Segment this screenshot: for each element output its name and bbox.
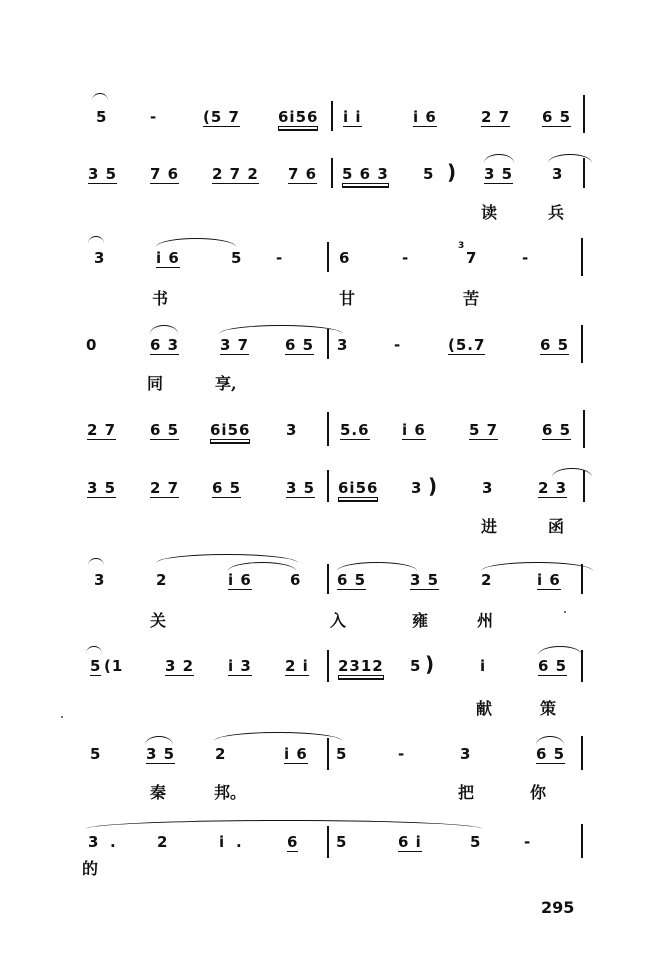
barline: [327, 470, 329, 502]
note: i 6: [284, 745, 308, 763]
barline: [581, 736, 583, 770]
note: i: [480, 657, 487, 675]
note: 5 6 3: [342, 165, 389, 183]
note: i 6: [402, 421, 426, 439]
lyric: 邦。: [214, 783, 247, 802]
note: .: [110, 833, 117, 851]
barline: [581, 650, 583, 682]
lyric: 把: [458, 783, 475, 802]
note: 3 5: [88, 165, 118, 183]
note: 3 5: [87, 479, 117, 497]
barline: [583, 410, 585, 448]
note: 2: [215, 745, 227, 763]
note: -: [394, 336, 402, 354]
staff-row-8: [0, 650, 660, 718]
lyric: 雍: [412, 611, 429, 630]
lyric: 读: [481, 203, 498, 222]
grace-note: 3: [458, 241, 466, 251]
slur: [86, 820, 482, 829]
note: 2312: [338, 657, 384, 675]
slur: [536, 736, 564, 745]
tie-mark: [86, 646, 102, 655]
note: 3 5: [286, 479, 316, 497]
note: 3: [460, 745, 472, 763]
lyric: 州: [477, 611, 494, 630]
lyric: 进: [481, 517, 498, 536]
barline: [327, 412, 329, 446]
note: .: [236, 833, 243, 851]
staff-row-6: [0, 470, 660, 536]
staff-row-9: [0, 740, 660, 800]
lyric: 献: [476, 699, 493, 718]
note: 0: [86, 336, 98, 354]
lyric: 享,: [215, 374, 237, 393]
note: 6: [290, 571, 302, 589]
tie-mark: [92, 93, 108, 102]
barline: [581, 824, 583, 858]
barline: [327, 650, 329, 682]
note: i i: [343, 108, 362, 126]
note: 2 i: [285, 657, 309, 675]
note: 6 5: [285, 336, 315, 354]
barline: [583, 470, 585, 502]
note: 6 5: [212, 479, 242, 497]
lyric: 的: [82, 859, 99, 878]
slur: [337, 562, 417, 571]
note: i 3: [228, 657, 252, 675]
lyric: 函: [548, 517, 565, 536]
tie-mark: [88, 236, 104, 245]
note: 6 5: [542, 421, 572, 439]
staff-row-2: [0, 160, 660, 220]
note: -: [402, 249, 410, 267]
note: 6 5: [538, 657, 568, 675]
note: 6 5: [337, 571, 367, 589]
note: 2 7: [150, 479, 180, 497]
note: i: [219, 833, 226, 851]
note: 6 5: [150, 421, 180, 439]
barline: [331, 158, 333, 188]
note: 5.6: [340, 421, 370, 439]
note: 2: [157, 833, 169, 851]
note: 3: [552, 165, 564, 183]
note: 3 7: [220, 336, 250, 354]
barline: [327, 242, 329, 272]
lyric: 甘: [339, 289, 356, 308]
note: 2 7: [481, 108, 511, 126]
page-number: 295: [541, 898, 575, 917]
note: 2 7: [87, 421, 117, 439]
lyric: 书: [152, 289, 169, 308]
note: 2 3: [538, 479, 568, 497]
staff-row-5: [0, 410, 660, 470]
note: 7 6: [150, 165, 180, 183]
note: 6: [339, 249, 351, 267]
note: 3: [94, 571, 106, 589]
note: i 6: [228, 571, 252, 589]
barline: [327, 826, 329, 858]
lyric: 入: [330, 611, 347, 630]
note: 5: [470, 833, 482, 851]
note: 5: [423, 165, 435, 183]
note: 3: [88, 833, 100, 851]
note: 5: [90, 745, 102, 763]
staff-row-10: [0, 828, 660, 888]
note: 6i56: [338, 479, 379, 497]
note: 5: [336, 745, 348, 763]
note: 5 7: [469, 421, 499, 439]
note: -: [522, 249, 530, 267]
note: 3: [411, 479, 423, 497]
print-speck: [61, 716, 63, 718]
staff-row-7: [0, 560, 660, 630]
note: -: [276, 249, 284, 267]
note: 2: [481, 571, 493, 589]
barline: [327, 738, 329, 770]
note: 3 2: [165, 657, 195, 675]
note: (1: [104, 657, 124, 675]
note: 6: [287, 833, 299, 851]
note: 7 6: [288, 165, 318, 183]
barline: [581, 564, 583, 594]
note: 6 i: [398, 833, 422, 851]
lyric: 同: [147, 374, 164, 393]
barline: [327, 329, 329, 359]
lyric: 秦: [150, 783, 167, 802]
note: 3 5: [484, 165, 514, 183]
lyric: 苦: [463, 289, 480, 308]
note: 6 3: [150, 336, 180, 354]
lyric: 关: [150, 611, 167, 630]
note: 7: [466, 249, 478, 267]
slur: [214, 732, 342, 741]
note: i 6: [413, 108, 437, 126]
lyric: 策: [540, 699, 557, 718]
tie-mark: [88, 558, 104, 567]
note: 3: [482, 479, 494, 497]
note: 6 5: [542, 108, 572, 126]
note: (5 7: [203, 108, 240, 126]
note: -: [524, 833, 532, 851]
slur: [156, 554, 298, 563]
note: 2: [156, 571, 168, 589]
lyric: 你: [530, 783, 547, 802]
slur: [538, 646, 582, 655]
slur: [552, 468, 592, 477]
note: 6 5: [540, 336, 570, 354]
slur: [219, 325, 343, 334]
note: 5: [90, 657, 102, 675]
note: 5: [336, 833, 348, 851]
slur: [548, 154, 592, 163]
note: (5.7: [448, 336, 486, 354]
barline: [581, 238, 583, 276]
note: 3: [286, 421, 298, 439]
note: 3: [337, 336, 349, 354]
note: 3: [94, 249, 106, 267]
note: 6 5: [536, 745, 566, 763]
note: 5: [96, 108, 108, 126]
barline: [331, 101, 333, 131]
note: i 6: [537, 571, 561, 589]
note: ): [447, 160, 458, 184]
note: -: [150, 108, 158, 126]
slur: [145, 736, 173, 745]
note: i 6: [156, 249, 180, 267]
note: ): [425, 652, 436, 676]
note: 3 5: [410, 571, 440, 589]
slur: [228, 562, 296, 571]
slur: [150, 325, 178, 334]
note: 2 7 2: [212, 165, 259, 183]
barline: [581, 325, 583, 363]
note: 6i56: [278, 108, 319, 126]
print-speck: [564, 611, 566, 613]
note: 3 5: [146, 745, 176, 763]
note: -: [398, 745, 406, 763]
note: ): [428, 474, 439, 498]
slur: [484, 154, 514, 163]
staff-row-4: [0, 323, 660, 393]
lyric: 兵: [548, 203, 565, 222]
barline: [327, 564, 329, 594]
note: 6i56: [210, 421, 251, 439]
barline: [583, 158, 585, 188]
slur: [481, 562, 593, 571]
staff-row-1: [0, 95, 660, 155]
staff-row-3: [0, 238, 660, 308]
note: 5: [410, 657, 422, 675]
slur: [156, 238, 236, 247]
note: 5: [231, 249, 243, 267]
barline: [583, 95, 585, 133]
